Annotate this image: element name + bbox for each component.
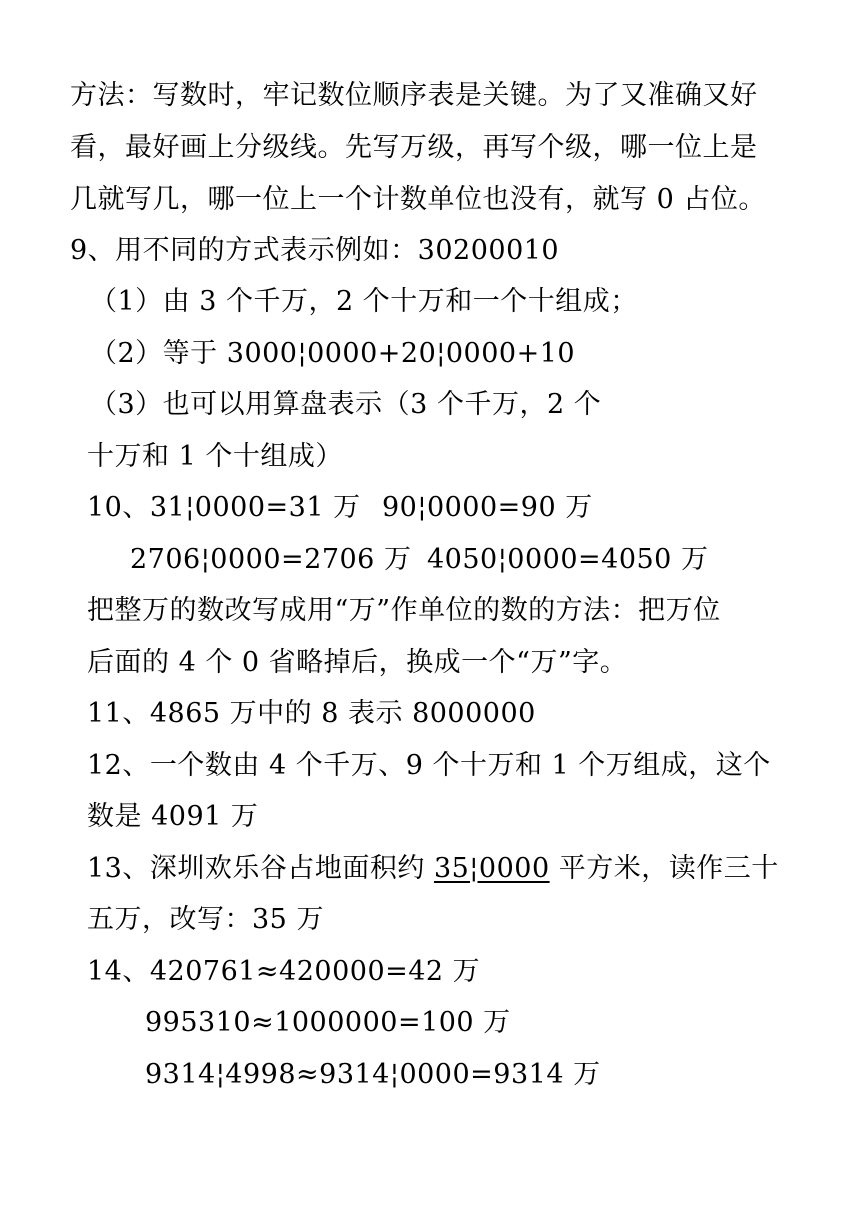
- item-9-sub-1: （1）由 3 个千万，2 个十万和一个十组成；: [90, 286, 638, 317]
- item-10-b: 90¦0000=90 万: [382, 492, 593, 523]
- item-9-sub-3: （3）也可以用算盘表示（3 个千万，2 个: [90, 389, 602, 420]
- item-13-suffix: 平方米，读作三十: [549, 853, 779, 884]
- item-10-a: 10、31¦0000=31 万: [87, 492, 361, 523]
- item-9-sub-3-cont: 十万和 1 个十组成）: [87, 441, 343, 472]
- item-14-a: 14、420761≈420000=42 万: [87, 956, 481, 987]
- item-10-c: 2706¦0000=2706 万: [130, 544, 412, 575]
- item-14-b: 995310≈1000000=100 万: [145, 1007, 511, 1038]
- rewrite-method-line-1: 把整万的数改写成用“万”作单位的数的方法：把万位: [87, 595, 721, 626]
- item-11: 11、4865 万中的 8 表示 8000000: [87, 698, 536, 729]
- item-9-sub-2: （2）等于 3000¦0000+20¦0000+10: [90, 338, 576, 369]
- item-10-d: 4050¦0000=4050 万: [427, 544, 709, 575]
- item-13-line-1: [87, 851, 779, 887]
- item-12-line-1: 12、一个数由 4 个千万、9 个十万和 1 个万组成，这个: [87, 750, 771, 781]
- item-13-area-value: 35¦0000: [433, 853, 550, 884]
- rewrite-method-line-2: 后面的 4 个 0 省略掉后，换成一个“万”字。: [87, 647, 628, 678]
- method-line-1: 方法：写数时，牢记数位顺序表是关键。为了又准确又好: [70, 80, 758, 111]
- method-line-2: 看，最好画上分级线。先写万级，再写个级，哪一位上是: [70, 132, 758, 163]
- item-12-line-2: 数是 4091 万: [87, 801, 259, 832]
- item-14-c: 9314¦4998≈9314¦0000=9314 万: [145, 1059, 601, 1090]
- method-line-3: 几就写几，哪一位上一个计数单位也没有，就写 0 占位。: [70, 184, 766, 215]
- item-13-prefix: 13、深圳欢乐谷占地面积约: [87, 853, 434, 884]
- item-13-line-2: 五万，改写：35 万: [87, 904, 324, 935]
- item-9-heading: 9、用不同的方式表示例如：30200010: [70, 235, 560, 266]
